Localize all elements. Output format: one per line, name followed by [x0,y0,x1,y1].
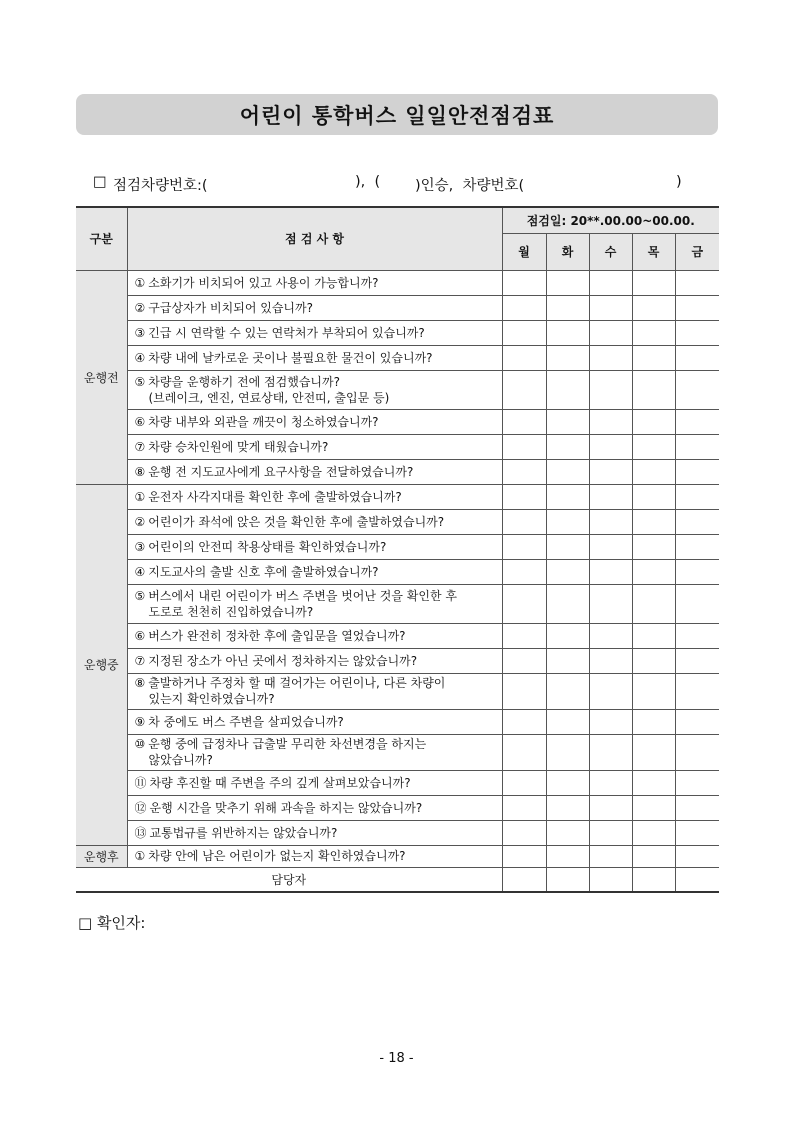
item-number: ⑦ [134,439,146,454]
check-cell[interactable] [675,270,719,295]
check-cell[interactable] [502,648,546,673]
check-cell[interactable] [675,434,719,459]
check-cell[interactable] [589,734,632,770]
item-text: 지정된 장소가 아닌 곳에서 정차하지는 않았습니까? [148,653,418,668]
table-row [76,484,719,509]
check-cell[interactable] [502,270,546,295]
check-cell[interactable] [632,409,675,434]
signature-cell[interactable] [632,867,675,892]
check-cell[interactable] [675,459,719,484]
check-cell[interactable] [632,434,675,459]
check-item [127,295,502,320]
check-cell[interactable] [675,534,719,559]
item-number: ⑪ [134,775,147,790]
item-text: 운전자 사각지대를 확인한 후에 출발하였습니까? [148,489,402,504]
check-cell[interactable] [675,795,719,820]
table-row [76,434,719,459]
check-cell[interactable] [675,345,719,370]
check-cell[interactable] [589,648,632,673]
item-number: ⑥ [134,628,146,643]
check-cell[interactable] [589,295,632,320]
check-cell[interactable] [502,509,546,534]
check-item [127,409,502,434]
check-item [127,845,502,867]
check-cell[interactable] [589,434,632,459]
table-row [76,409,719,434]
item-number: ⑦ [134,653,146,668]
check-cell[interactable] [546,795,589,820]
check-cell[interactable] [589,845,632,867]
item-number: ⑧ [134,464,146,479]
check-cell[interactable] [675,295,719,320]
page-number: - 18 - [379,1051,414,1066]
table-row [76,770,719,795]
item-number: ① [134,489,146,504]
item-number: ⑬ [134,825,147,840]
check-cell[interactable] [546,770,589,795]
check-cell[interactable] [632,623,675,648]
item-text: (브레이크, 엔진, 연료상태, 안전띠, 출입문 등) [148,390,390,405]
confirmer-label: □ 확인자: [78,914,146,932]
table-row [76,459,719,484]
table-row [76,673,719,709]
check-cell[interactable] [675,370,719,409]
check-cell[interactable] [632,559,675,584]
check-cell[interactable] [589,559,632,584]
item-text: 차량 내에 날카로운 곳이나 불필요한 물건이 있습니까? [148,350,433,365]
check-item [127,534,502,559]
check-cell[interactable] [502,820,546,845]
item-number: ④ [134,564,146,579]
item-number: ① [134,275,146,290]
item-text: 어린이의 안전띠 착용상태를 확인하였습니까? [148,539,387,554]
check-cell[interactable] [675,320,719,345]
check-cell[interactable] [675,623,719,648]
check-cell[interactable] [632,370,675,409]
check-cell[interactable] [632,534,675,559]
check-cell[interactable] [546,709,589,734]
check-cell[interactable] [675,584,719,623]
signature-cell[interactable] [675,867,719,892]
item-number: ④ [134,350,146,365]
item-text: 버스에서 내린 어린이가 버스 주변을 벗어난 것을 확인한 후 [148,588,457,603]
check-cell[interactable] [502,295,546,320]
item-text: 차 중에도 버스 주변을 살피었습니까? [148,714,344,729]
check-cell[interactable] [546,648,589,673]
check-cell[interactable] [546,534,589,559]
table-row [76,795,719,820]
check-cell[interactable] [589,409,632,434]
table-row [76,345,719,370]
check-cell[interactable] [632,509,675,534]
check-cell[interactable] [546,345,589,370]
check-cell[interactable] [502,673,546,709]
item-number: ⑨ [134,714,146,729]
table-row [76,370,719,409]
check-cell[interactable] [589,320,632,345]
check-cell[interactable] [546,584,589,623]
check-cell[interactable] [589,709,632,734]
check-cell[interactable] [589,534,632,559]
manager-row [76,867,719,892]
check-item [127,509,502,534]
vehicle-number-label: 점검차량번호:( [113,178,208,194]
check-cell[interactable] [546,370,589,409]
capacity-label: )인승, 차량번호( [415,178,525,194]
check-cell[interactable] [632,345,675,370]
item-text: 출발하거나 주정차 할 때 걸어가는 어린이나, 다른 차량이 [148,676,446,690]
check-item [127,709,502,734]
check-cell[interactable] [675,820,719,845]
table-row [76,734,719,770]
check-cell[interactable] [502,459,546,484]
check-cell[interactable] [502,623,546,648]
check-item [127,320,502,345]
item-number: ② [134,514,146,529]
item-number: ⑤ [134,588,146,603]
day-header: 목 [632,233,675,270]
check-cell[interactable] [632,795,675,820]
check-item [127,673,502,709]
check-cell[interactable] [502,584,546,623]
check-cell[interactable] [675,770,719,795]
check-cell[interactable] [502,534,546,559]
item-number: ⑩ [134,737,146,751]
check-cell[interactable] [632,820,675,845]
check-item [127,484,502,509]
check-item [127,770,502,795]
item-text: 있는지 확인하였습니까? [148,692,275,706]
day-header: 월 [502,233,546,270]
check-cell[interactable] [675,648,719,673]
check-item [127,820,502,845]
check-cell[interactable] [675,509,719,534]
check-cell[interactable] [632,845,675,867]
check-cell[interactable] [589,623,632,648]
item-text: 교통법규를 위반하지는 않았습니까? [149,825,338,840]
table-row [76,623,719,648]
check-cell[interactable] [589,370,632,409]
check-item [127,370,502,409]
check-cell[interactable] [502,709,546,734]
check-item [127,434,502,459]
table-row [76,295,719,320]
items-header: 점 검 사 항 [127,207,502,270]
item-text: 긴급 시 연락할 수 있는 연락처가 부착되어 있습니까? [148,325,425,340]
check-cell[interactable] [589,270,632,295]
check-cell[interactable] [502,484,546,509]
check-item [127,734,502,770]
check-cell[interactable] [589,673,632,709]
check-cell[interactable] [546,295,589,320]
check-cell[interactable] [546,845,589,867]
check-item [127,623,502,648]
check-cell[interactable] [675,734,719,770]
check-cell[interactable] [502,795,546,820]
check-cell[interactable] [502,845,546,867]
item-text: 지도교사의 출발 신호 후에 출발하였습니까? [148,564,379,579]
check-cell[interactable] [589,820,632,845]
check-item [127,584,502,623]
check-cell[interactable] [632,734,675,770]
check-cell[interactable] [546,484,589,509]
check-item [127,345,502,370]
signature-cell[interactable] [502,867,546,892]
item-number: ② [134,300,146,315]
check-cell[interactable] [632,484,675,509]
check-cell[interactable] [502,434,546,459]
check-cell[interactable] [632,770,675,795]
category-cell: 운행후 [76,845,127,867]
check-cell[interactable] [589,795,632,820]
item-text: 구급상자가 비치되어 있습니까? [148,300,313,315]
check-cell[interactable] [546,270,589,295]
day-header: 수 [589,233,632,270]
check-cell[interactable] [502,734,546,770]
check-cell[interactable] [675,709,719,734]
check-cell[interactable] [632,270,675,295]
item-text: 않았습니까? [148,753,213,767]
day-header: 금 [675,233,719,270]
check-cell[interactable] [589,459,632,484]
table-row [76,820,719,845]
check-cell[interactable] [546,559,589,584]
check-item [127,459,502,484]
manager-label: 담당자 [76,867,502,892]
check-cell[interactable] [675,484,719,509]
item-text: 소화기가 비치되어 있고 사용이 가능합니까? [148,275,379,290]
item-number: ⑥ [134,414,146,429]
check-cell[interactable] [546,434,589,459]
check-cell[interactable] [589,770,632,795]
table-row [76,509,719,534]
category-header: 구분 [76,207,127,270]
table-row [76,320,719,345]
item-text: 도로로 천천히 진입하였습니까? [148,604,314,619]
check-cell[interactable] [546,409,589,434]
item-text: 차량을 운행하기 전에 점검했습니까? [148,374,340,389]
close-paren: ) [676,174,682,190]
checkbox-icon[interactable]: □ [93,174,107,190]
check-cell[interactable] [675,845,719,867]
signature-cell[interactable] [589,867,632,892]
item-text: 어린이가 좌석에 앉은 것을 확인한 후에 출발하였습니까? [148,514,445,529]
check-item [127,648,502,673]
item-text: 운행 전 지도교사에게 요구사항을 전달하였습니까? [148,464,414,479]
item-text: 버스가 완전히 정차한 후에 출입문을 열었습니까? [148,628,406,643]
item-text: 차량 후진할 때 주변을 주의 깊게 살펴보았습니까? [149,775,411,790]
item-number: ⑧ [134,676,146,690]
date-header: 점검일: 20**.00.00~00.00. [502,207,719,233]
table-row [76,559,719,584]
check-cell[interactable] [546,673,589,709]
check-cell[interactable] [502,320,546,345]
check-cell[interactable] [502,345,546,370]
item-text: 차량 승차인원에 맞게 태웠습니까? [148,439,329,454]
check-item [127,795,502,820]
check-cell[interactable] [632,709,675,734]
inspection-table [76,206,719,893]
check-cell[interactable] [502,559,546,584]
item-number: ① [134,849,146,863]
item-number: ③ [134,325,146,340]
table-row [76,270,719,295]
check-cell[interactable] [632,295,675,320]
check-cell[interactable] [546,459,589,484]
separator-text: ), ( [355,174,381,190]
check-cell[interactable] [632,584,675,623]
check-cell[interactable] [675,673,719,709]
table-row [76,534,719,559]
check-cell[interactable] [675,559,719,584]
check-cell[interactable] [589,484,632,509]
item-number: ③ [134,539,146,554]
item-text: 운행 중에 급정차나 급출발 무리한 차선변경을 하지는 [148,737,427,751]
check-cell[interactable] [502,770,546,795]
title-banner [76,94,718,135]
table-row [76,584,719,623]
check-cell[interactable] [632,459,675,484]
page-title: 어린이 통학버스 일일안전점검표 [239,103,555,128]
check-item [127,270,502,295]
category-cell: 운행전 [76,270,127,484]
check-cell[interactable] [546,623,589,648]
table-row [76,845,719,867]
check-cell[interactable] [546,320,589,345]
day-header: 화 [546,233,589,270]
check-cell[interactable] [589,345,632,370]
item-number: ⑫ [134,800,147,815]
check-cell[interactable] [546,509,589,534]
item-number: ⑤ [134,374,146,389]
check-cell[interactable] [502,409,546,434]
check-cell[interactable] [632,320,675,345]
vehicle-info-line [93,174,713,196]
check-cell[interactable] [546,820,589,845]
check-cell[interactable] [589,584,632,623]
signature-cell[interactable] [546,867,589,892]
check-cell[interactable] [675,409,719,434]
check-cell[interactable] [589,509,632,534]
check-cell[interactable] [632,673,675,709]
check-cell[interactable] [502,370,546,409]
item-text: 운행 시간을 맞추기 위해 과속을 하지는 않았습니까? [149,800,423,815]
category-cell: 운행중 [76,484,127,845]
check-cell[interactable] [632,648,675,673]
check-cell[interactable] [546,734,589,770]
item-text: 차량 내부와 외관을 깨끗이 청소하였습니까? [148,414,379,429]
check-item [127,559,502,584]
table-row [76,709,719,734]
table-row [76,648,719,673]
item-text: 차량 안에 남은 어린이가 없는지 확인하였습니까? [148,849,406,863]
